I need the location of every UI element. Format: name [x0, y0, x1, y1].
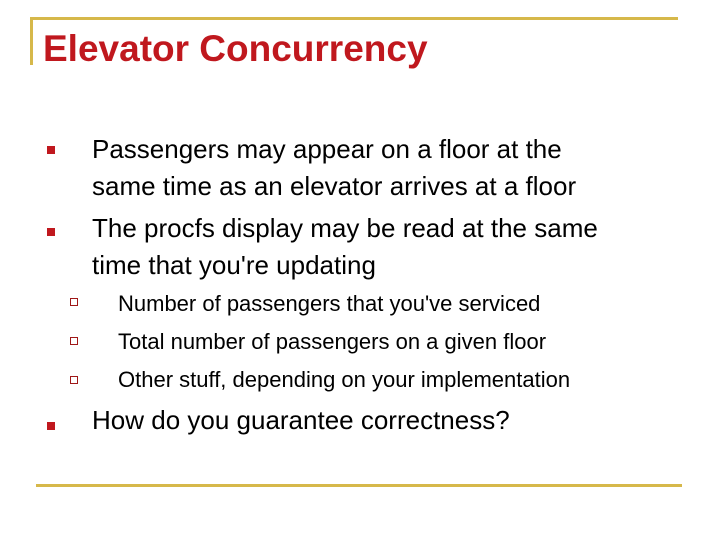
sub-bullet-square-icon: [70, 337, 78, 345]
slide-title: Elevator Concurrency: [43, 28, 428, 69]
sub-bullet-3: Other stuff, depending on your implementation: [118, 367, 571, 392]
sub-bullet-1: Number of passengers that you've serviced: [118, 291, 541, 316]
bullet-2-line-1: The procfs display may be read at the same: [92, 213, 598, 243]
bullet-square-icon: [47, 146, 55, 154]
bullet-1-line-1: Passengers may appear on a floor at the: [92, 134, 562, 164]
sub-bullet-square-icon: [70, 298, 78, 306]
bullet-square-icon: [47, 422, 55, 430]
frame-top-rule: [30, 17, 678, 20]
frame-bottom-rule: [36, 484, 682, 487]
bullet-3-line-1: How do you guarantee correctness?: [92, 405, 510, 435]
sub-bullet-2: Total number of passengers on a given floor: [118, 329, 547, 354]
sub-bullet-square-icon: [70, 376, 78, 384]
frame-left-rule: [30, 17, 33, 65]
bullet-1-line-2: same time as an elevator arrives at a floor: [92, 171, 577, 201]
bullet-square-icon: [47, 228, 55, 236]
bullet-2-line-2: time that you're updating: [92, 250, 376, 280]
